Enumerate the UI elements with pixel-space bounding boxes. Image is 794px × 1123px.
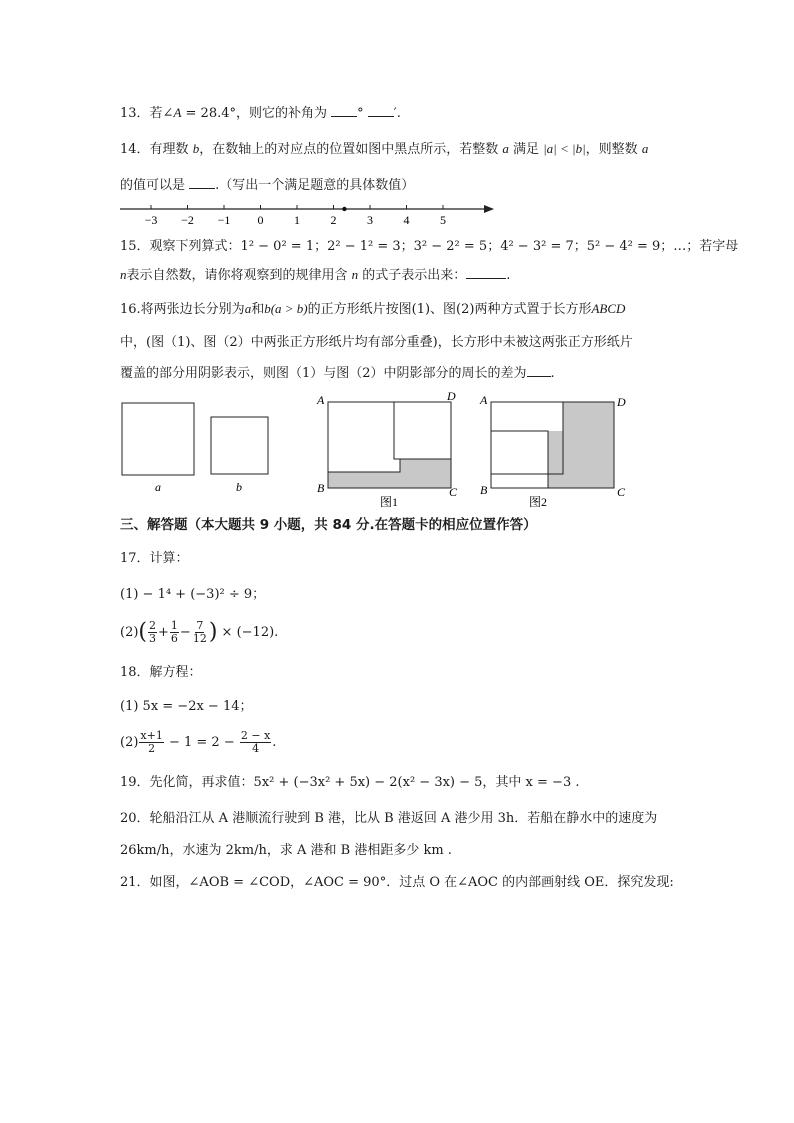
question-14-line1 bbox=[120, 140, 648, 159]
q18-p2-label: (2) bbox=[120, 735, 139, 750]
question-18-part1: (1) 5x = −2x − 14； bbox=[120, 699, 253, 714]
fig1-label-B: B bbox=[317, 481, 325, 495]
question-16-line2 bbox=[120, 334, 633, 352]
fig1-caption: 图1 bbox=[379, 495, 399, 509]
q16-var-a: a bbox=[244, 301, 252, 316]
q17-left-paren: ( bbox=[138, 619, 148, 645]
frac-numerator: 7 bbox=[196, 619, 204, 632]
question-15-line1 bbox=[120, 238, 738, 256]
q15-answer-blank[interactable] bbox=[466, 266, 506, 279]
frac-denominator: 4 bbox=[252, 742, 260, 755]
q15-text-1: 15．观察下列算式：1² − 0² = 1；2² − 1² = 3；3² − 2² = 5；4² − 3² = 7；5² − 4² = 9；…；若字母 bbox=[120, 239, 739, 254]
question-21: 21．如图，∠AOB = ∠COD，∠AOC = 90°．过点 O 在∠AOC 的内部画射线 OE．探究发现: bbox=[120, 875, 674, 890]
q16-rect-name: ABCD bbox=[591, 301, 626, 316]
q14-abs-inequality: |a| < |b| bbox=[543, 141, 586, 156]
q18-period: . bbox=[272, 735, 277, 750]
fig2-label-A: A bbox=[480, 393, 488, 407]
q13-blank-minutes[interactable] bbox=[368, 104, 394, 117]
q17-frac-2 bbox=[170, 620, 179, 645]
q17-right-paren: ) bbox=[208, 619, 218, 645]
question-15-line2 bbox=[120, 266, 510, 285]
square-a bbox=[122, 403, 194, 475]
question-18-title: 18．解方程： bbox=[120, 665, 202, 680]
question-18-part2 bbox=[120, 730, 276, 755]
q14-var-b: b bbox=[192, 141, 200, 156]
question-20-line1: 20．轮船沿江从 A 港顺流行驶到 B 港，比从 B 港返回 A 港少用 3h．若船在静水中的速度为 bbox=[120, 811, 658, 826]
frac-numerator: 2 − x bbox=[240, 729, 271, 742]
fig2-caption: 图2 bbox=[528, 495, 548, 509]
q16-text-2: 中，(图（1)、图（2）中两张正方形纸片均有部分重叠)，长方形中未被这两张正方形纸片 bbox=[120, 335, 633, 350]
question-14-line2 bbox=[120, 176, 414, 195]
q14-text-d: ，则整数 bbox=[585, 142, 642, 157]
q16-text-1b: 和 bbox=[251, 302, 265, 317]
q13-minute-symbol: ′ bbox=[393, 106, 397, 121]
q16-figures bbox=[112, 388, 652, 512]
q16-period: . bbox=[550, 366, 555, 381]
number-line-tick-label: 4 bbox=[403, 213, 410, 227]
q16-text-1c: 的正方形纸片按图(1)、图(2)两种方式置于长方形 bbox=[307, 302, 592, 317]
q14-text-a: 14．有理数 bbox=[120, 142, 193, 157]
q18-mid: − 1 = 2 − bbox=[164, 735, 239, 750]
label-b: b bbox=[236, 480, 242, 494]
q15-text-2a: 表示自然数，请你将观察到的规律用含 bbox=[126, 268, 352, 283]
q16-text-3a: 覆盖的部分用阴影表示，则图（1）与图（2）中阴影部分的周长的差为 bbox=[120, 366, 527, 381]
frac-denominator: 6 bbox=[170, 632, 178, 645]
number-line-arrow bbox=[484, 205, 494, 213]
q17-p2-label: (2) bbox=[120, 625, 139, 640]
q18-frac-a bbox=[139, 730, 163, 755]
q16-condition: (a > b) bbox=[270, 301, 308, 316]
number-line-tick-label: −3 bbox=[144, 213, 158, 227]
question-17-title: 17．计算： bbox=[120, 551, 189, 566]
number-line-tick-label: 5 bbox=[440, 213, 446, 227]
q16-answer-blank[interactable] bbox=[527, 364, 551, 377]
q15-text-2b: 的式子表示出来： bbox=[358, 268, 467, 283]
frac-numerator: 2 bbox=[149, 619, 157, 632]
number-line-tick-label: 1 bbox=[294, 213, 300, 227]
fig2-label-D: D bbox=[617, 395, 626, 409]
question-16-line1 bbox=[120, 300, 625, 319]
frac-denominator: 12 bbox=[192, 632, 207, 645]
q18-frac-b bbox=[240, 730, 271, 755]
question-17-part2: (2)( $\frac{2}{3}$ + $\frac{1}{6}$ − $\frac{7}{12}$ ) × (−12). bbox=[120, 619, 279, 645]
frac-denominator: 2 bbox=[148, 742, 156, 755]
section-3-heading: 三、解答题（本大题共 9 小题，共 84 分.在答题卡的相应位置作答） bbox=[120, 517, 537, 533]
frac-numerator: x+1 bbox=[140, 729, 163, 742]
question-20-line2: 26km/h，水速为 2km/h，求 A 港和 B 港相距多少 km . bbox=[120, 843, 452, 858]
label-a: a bbox=[155, 480, 161, 494]
fig1-label-A: A bbox=[317, 393, 325, 407]
q17-frac-3 bbox=[192, 620, 208, 645]
frac-denominator: 3 bbox=[149, 632, 157, 645]
q16-text-1a: 16.将两张边长分别为 bbox=[120, 302, 245, 317]
question-17-part1: (1) − 1⁴ + (−3)² ÷ 9； bbox=[120, 587, 266, 602]
number-line bbox=[118, 198, 498, 232]
question-19: 19．先化简，再求值：5x² + (−3x² + 5x) − 2(x² − 3x) − 5，其中 x = −3 . bbox=[120, 775, 580, 790]
fig1-label-C: C bbox=[449, 485, 458, 499]
q14-text-f: .（写出一个满足题意的具体数值） bbox=[215, 178, 415, 193]
q15-period: . bbox=[506, 268, 511, 283]
square-b bbox=[211, 417, 268, 474]
question-16-line3 bbox=[120, 364, 555, 383]
number-line-tick-label: −1 bbox=[217, 213, 231, 227]
number-line-tick-label: 2 bbox=[330, 213, 337, 227]
number-line-tick-label: −2 bbox=[181, 213, 194, 227]
q14-text-c: 满足 bbox=[508, 142, 544, 157]
q14-text-e: 的值可以是 bbox=[120, 178, 190, 193]
q14-text-b: ，在数轴上的对应点的位置如图中黑点所示，若整数 bbox=[199, 142, 503, 157]
q13-var: A bbox=[173, 105, 182, 120]
q14-answer-blank[interactable] bbox=[189, 176, 215, 189]
q17-p2-post: × (−12). bbox=[217, 625, 279, 640]
q15-var-n: n bbox=[120, 267, 127, 282]
q13-period: . bbox=[396, 106, 401, 121]
number-line-tick-label: 3 bbox=[367, 213, 373, 227]
fig2-label-B: B bbox=[480, 483, 488, 497]
q13-degree-symbol: ° bbox=[357, 106, 364, 121]
q13-text-pre: 13．若∠ bbox=[120, 106, 174, 121]
fig1-label-D: D bbox=[447, 389, 456, 403]
q14-var-a: a bbox=[502, 141, 509, 156]
frac-numerator: 1 bbox=[170, 619, 178, 632]
q15-var-n-2: n bbox=[351, 267, 359, 282]
number-line-tick-label: 0 bbox=[257, 213, 264, 227]
fig2-label-C: C bbox=[617, 485, 626, 499]
q17-frac-1 bbox=[148, 620, 157, 645]
q14-var-a-2: a bbox=[641, 141, 649, 156]
q16-var-b: b bbox=[264, 301, 271, 316]
number-line-point-b bbox=[342, 207, 346, 211]
q13-blank-degrees[interactable] bbox=[331, 104, 357, 117]
q13-text-mid: = 28.4°，则它的补角为 bbox=[181, 106, 332, 121]
question-13 bbox=[120, 104, 401, 123]
